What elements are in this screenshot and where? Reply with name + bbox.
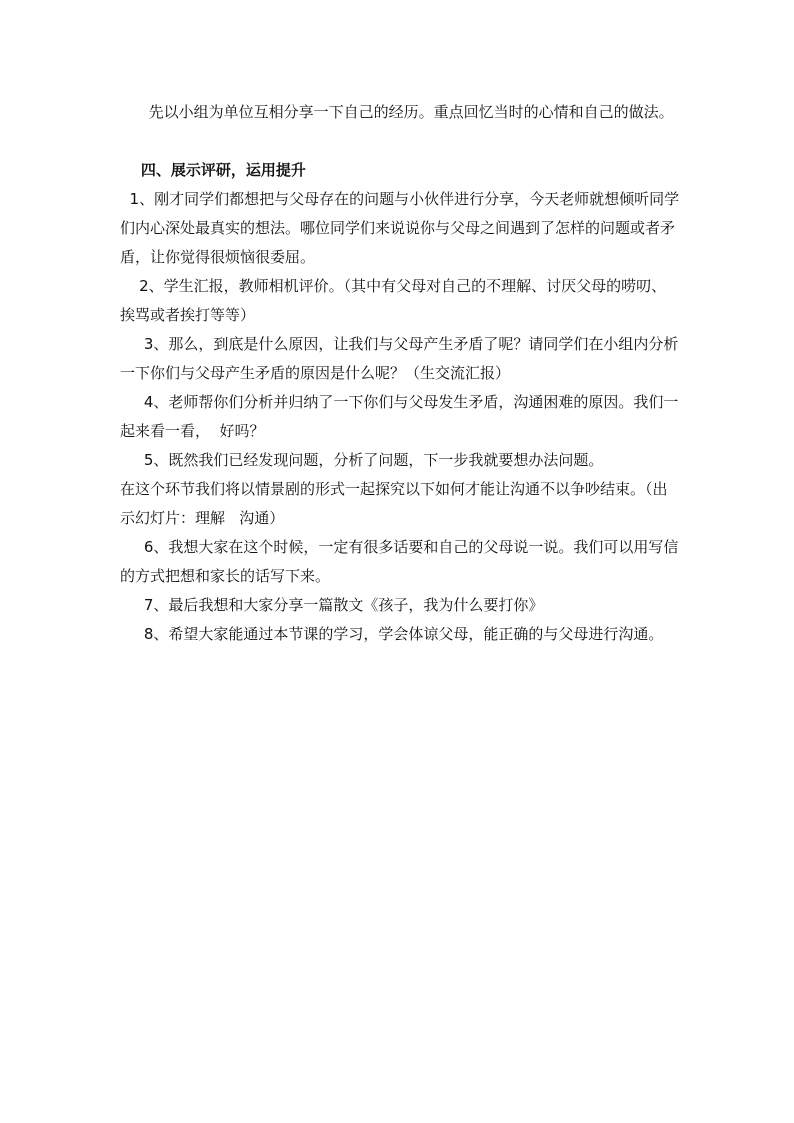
step-7-paragraph: 7、最后我想和大家分享一篇散文《孩子，我为什么要打你》 xyxy=(120,596,544,614)
step-3-paragraph: 3、那么，到底是什么原因，让我们与父母产生矛盾了呢？请同学们在小组内分析一下你们与父母产生矛盾的原因是什么呢？（生交流汇报） xyxy=(120,335,679,382)
step-2-paragraph: 2、学生汇报，教师相机评价。（其中有父母对自己的不理解、讨厌父母的唠叨、挨骂或者挨打等等） xyxy=(120,277,667,324)
intro-paragraph: 先以小组为单位互相分享一下自己的经历。重点回忆当时的心情和自己的做法。 xyxy=(120,103,674,121)
step-5-continuation: 在这个环节我们将以情景剧的形式一起探究以下如何才能让沟通不以争吵结束。（出示幻灯片：理解 沟通） xyxy=(120,480,668,527)
step-5-paragraph: 5、既然我们已经发现问题，分析了问题，下一步我就要想办法问题。 xyxy=(120,451,604,469)
section-heading: 四、展示评研，运用提升 xyxy=(120,161,306,179)
step-6-paragraph: 6、我想大家在这个时候，一定有很多话要和自己的父母说一说。我们可以用写信的方式把想和家长的话写下来。 xyxy=(120,538,679,585)
step-1-paragraph: 1、刚才同学们都想把与父母存在的问题与小伙伴进行分享，今天老师就想倾听同学们内心深处最真实的想法。哪位同学们来说说你与父母之间遇到了怎样的问题或者矛盾，让你觉得很烦恼很委屈。 xyxy=(120,190,680,266)
step-8-paragraph: 8、希望大家能通过本节课的学习，学会体谅父母，能正确的与父母进行沟通。 xyxy=(120,625,664,643)
step-4-paragraph: 4、老师帮你们分析并归纳了一下你们与父母发生矛盾，沟通困难的原因。我们一起来看一看， 好吗？ xyxy=(120,393,679,440)
